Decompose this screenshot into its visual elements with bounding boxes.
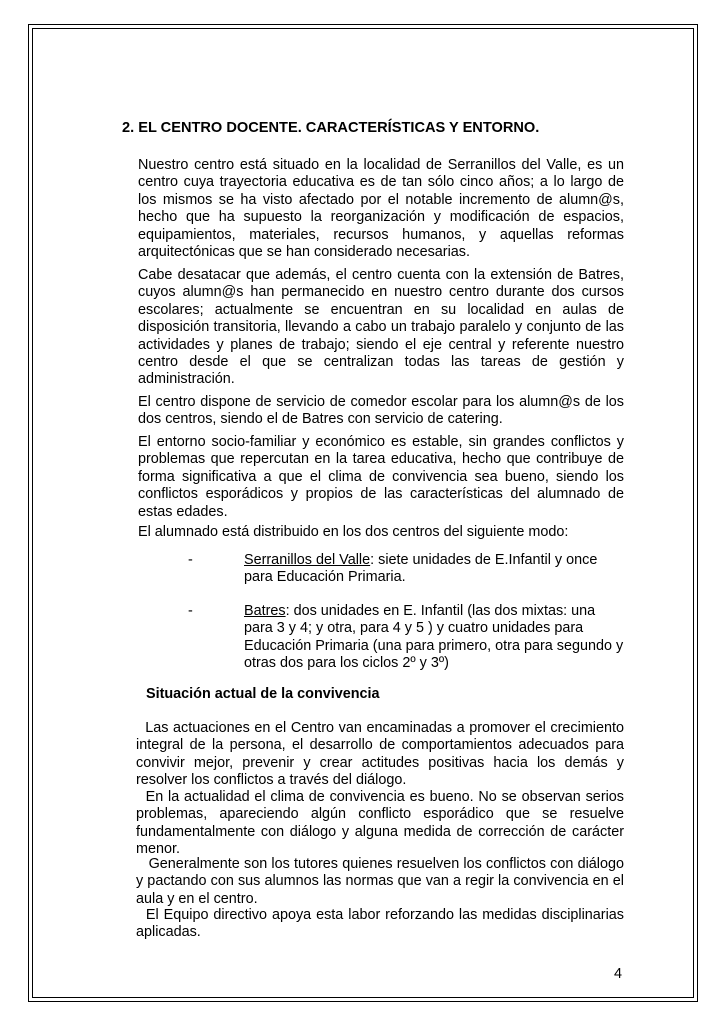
paragraph-clima: En la actualidad el clima de convivencia es bueno. No se observan serios problemas, apareciendo algún conflicto esporádico que se resuelve fundamentalmente con diálogo y alguna medida de corrección de carácter menor.: [136, 789, 629, 858]
list-bullet: -: [188, 552, 193, 568]
paragraph-batres: Cabe desatacar que además, el centro cuenta con la extensión de Batres, cuyos alumn@s han permanecido en nuestro centro durante dos cursos escolares; actualmente se encuentran en su localidad en aulas de disposición transitoria, llevando a cabo un trabajo paralelo y conjunto de las actividades y planes de trabajo; siendo el eje central y referente nuestro centro desde el que se centralizan todas las tareas de gestión y administración.: [138, 267, 624, 388]
subsection-heading: Situación actual de la convivencia: [146, 686, 380, 702]
page-number: 4: [614, 966, 623, 982]
paragraph-equipo: El Equipo directivo apoya esta labor reforzando las medidas disciplinarias aplicadas.: [136, 907, 628, 941]
list-item-place: Serranillos del Valle: [244, 552, 371, 568]
list-item-batres: [244, 603, 624, 673]
paragraph-alumnado: El alumnado está distribuido en los dos centros del siguiente modo:: [138, 524, 569, 540]
paragraph-tutores: Generalmente son los tutores quienes resuelven los conflictos con diálogo y pactando con sus alumnos las normas que van a regir la convivencia en el aula y en el centro.: [136, 856, 628, 907]
list-item-serranillos: [244, 552, 624, 587]
section-heading: 2. EL CENTRO DOCENTE. CARACTERÍSTICAS Y ENTORNO.: [122, 120, 540, 136]
list-item-place: Batres: [244, 603, 286, 619]
list-item-text: : dos unidades en E. Infantil (las dos mixtas: una para 3 y 4; y otra, para 4 y 5 ) y cuatro unidades para Educación Primaria (una para primero, otra para segundo y otras dos para los ciclos 2º y 3º): [244, 603, 624, 672]
paragraph-entorno: El entorno socio-familiar y económico es estable, sin grandes conflictos y problemas que repercutan en la tarea educativa, hecho que contribuye de forma significativa a que el clima de convivencia sea bueno, siendo los conflictos esporádicos y propios de las características del alumnado de estas edades.: [138, 434, 624, 520]
list-bullet: -: [188, 603, 193, 619]
paragraph-location: Nuestro centro está situado en la localidad de Serranillos del Valle, es un centro cuya trayectoria educativa es de tan sólo cinco años; a lo largo de los mismos se ha visto afectado por el notable incremento de alumn@s, hecho que ha supuesto la reorganización y modificación de espacios, equipamientos, materiales, recursos humanos, y aquellas reformas arquitectónicas que se han considerado necesarias.: [138, 157, 624, 261]
list-item-text: : siete unidades de E.Infantil y once para Educación Primaria.: [244, 552, 598, 586]
paragraph-comedor: El centro dispone de servicio de comedor escolar para los alumn@s de los dos centros, siendo el de Batres con servicio de catering.: [138, 394, 624, 428]
paragraph-actuaciones: Las actuaciones en el Centro van encaminadas a promover el crecimiento integral de la persona, el desarrollo de comportamientos adecuados para convivir mejor, prevenir y crear actitudes positivas hacia los demás y resolver los conflictos a través del diálogo.: [136, 720, 629, 789]
